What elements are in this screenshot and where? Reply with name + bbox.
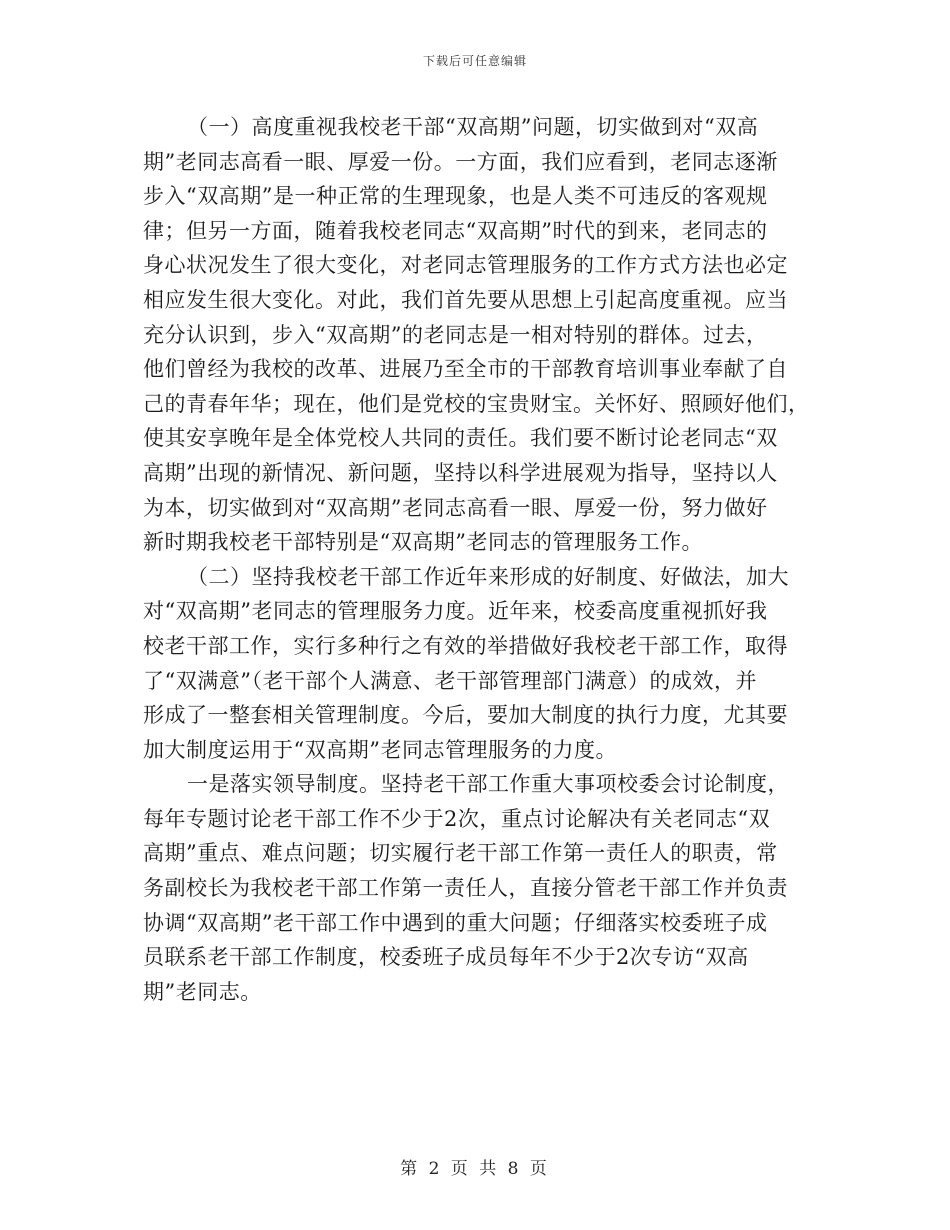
page-header: 下载后可任意编辑 [422,54,527,68]
text-line: 员联系老干部工作制度，校委班子成员每年不少于2次专访“双高 [143,945,749,970]
text-line: 相应发生很大变化。对此，我们首先要从思想上引起高度重视。应当 [143,287,788,312]
text-line: 充分认识到，步入“双高期”的老同志是一相对特别的群体。过去， [143,322,768,347]
text-line: （一）高度重视我校老干部“双高期”问题，切实做到对“双高 [187,115,759,139]
text-line: 高期”出现的新情况、新问题，坚持以科学进展观为指导，坚持以人 [143,460,778,485]
text-line: 使其安享晚年是全体党校人共同的责任。我们要不断讨论老同志“双 [143,426,778,451]
text-line: 加大制度运用于“双高期”老同志管理服务的力度。 [143,737,617,762]
text-line: 形成了一整套相关管理制度。今后，要加大制度的执行力度，尤其要 [143,703,788,728]
text-line: 身心状况发生了很大变化，对老同志管理服务的工作方式方法也必定 [143,253,788,278]
text-line: 校老干部工作，实行多种行之有效的举措做好我校老干部工作，取得 [143,633,788,658]
page-footer: 第 2 页 共 8 页 [400,1159,550,1179]
text-line: 每年专题讨论老干部工作不少于2次，重点讨论解决有关老同志“双 [143,806,771,831]
document-body [143,110,815,1009]
text-line: 务副校长为我校老干部工作第一责任人，直接分管老干部工作并负责 [143,876,788,901]
text-line: 期”老同志高看一眼、厚爱一份。一方面，我们应看到，老同志逐渐 [143,149,778,174]
text-line: （二）坚持我校老干部工作近年来形成的好制度、好做法，加大 [187,564,789,589]
text-line: 协调“双高期”老干部工作中遇到的重大问题；仔细落实校委班子成 [143,910,768,935]
text-line: 一是落实领导制度。坚持老干部工作重大事项校委会讨论制度， [187,772,789,797]
text-line: 他们曾经为我校的改革、进展乃至全市的干部教育培训事业奉献了自 [143,357,788,382]
text-line: 为本，切实做到对“双高期”老同志高看一眼、厚爱一份，努力做好 [143,495,768,520]
text-line: 了“双满意”（老干部个人满意、老干部管理部门满意）的成效，并 [143,668,757,693]
text-line: 步入“双高期”是一种正常的生理现象，也是人类不可违反的客观规 [143,184,768,209]
text-line: 新时期我校老干部特别是“双高期”老同志的管理服务工作。 [143,530,703,555]
text-line: 期”老同志。 [143,979,262,1004]
text-line: 高期”重点、难点问题；切实履行老干部工作第一责任人的职责，常 [143,841,778,866]
text-line: 律；但另一方面，随着我校老同志“双高期”时代的到来，老同志的 [143,218,768,243]
text-line: 己的青春年华；现在，他们是党校的宝贵财宝。关怀好、照顾好他们， [143,391,810,416]
text-line: 对“双高期”老同志的管理服务力度。近年来，校委高度重视抓好我 [143,599,768,624]
